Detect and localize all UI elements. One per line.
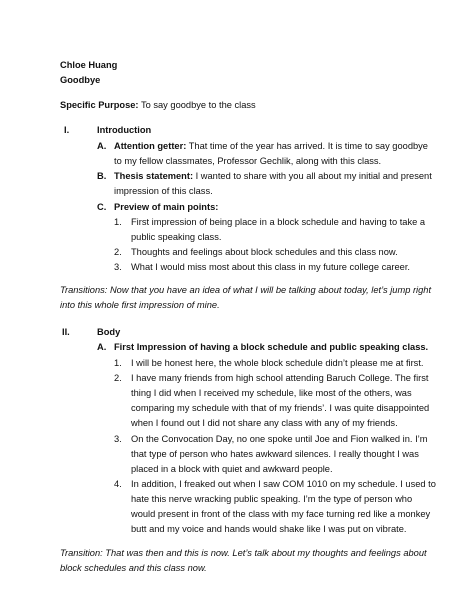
intro-b-letter: B. <box>97 171 107 181</box>
body-item-2-line1: I have many friends from high school attending Baruch College. The first <box>131 373 429 383</box>
transition-2-line2: block schedules and this class now. <box>60 563 207 573</box>
preview-point-1-line1: First impression of being place in a block schedule and having to take a <box>131 217 426 227</box>
attention-getter-line1: That time of the year has arrived. It is time to say goodbye <box>186 141 428 151</box>
body-item-3-line1: On the Convocation Day, no one spoke until Joe and Fion walked in. I’m <box>131 434 428 444</box>
intro-numeral: I. <box>64 125 70 135</box>
author-name: Chloe Huang <box>60 60 118 70</box>
preview-point-3-line1: What I would miss most about this class in my future college career. <box>131 262 411 272</box>
body-item-4-line3: would present in front of the class with my face turning red like a monkey <box>131 509 431 519</box>
preview-point-1-line2: public speaking class. <box>131 232 222 242</box>
body-item-2-line4: when I found out I did not share any class with any of my friends. <box>131 418 398 428</box>
attention-getter-label: Attention getter: <box>114 141 187 151</box>
thesis-statement-line2: impression of this class. <box>114 186 213 196</box>
preview-point-2-line1: Thoughts and feelings about block schedules and this class now. <box>131 247 398 257</box>
preview-point-3-num: 3. <box>114 262 122 272</box>
body-heading: Body <box>97 327 121 337</box>
thesis-statement-line1: I wanted to share with you all about my initial and present <box>193 171 432 181</box>
specific-purpose <box>60 98 256 113</box>
body-numeral: II. <box>62 327 70 337</box>
body-a-heading: First Impression of having a block schedule and public speaking class. <box>114 342 429 352</box>
specific-purpose-text: To say goodbye to the class <box>138 100 256 110</box>
intro-c-letter: C. <box>97 202 107 212</box>
speech-title: Goodbye <box>60 75 101 85</box>
attention-getter-line2: to my fellow classmates, Professor Gechlik, along with this class. <box>114 156 382 166</box>
thesis-statement-label: Thesis statement: <box>114 171 194 181</box>
transition-1-line1: Transitions: Now that you have an idea of what I will be talking about today, let’s jump right <box>60 285 432 295</box>
transition-1-line2: into this whole first impression of mine. <box>60 300 220 310</box>
specific-purpose-label: Specific Purpose: <box>60 100 139 110</box>
body-a-letter: A. <box>97 342 107 352</box>
body-item-1-line1: I will be honest here, the whole block schedule didn’t please me at first. <box>131 358 424 368</box>
preview-point-1-num: 1. <box>114 217 122 227</box>
intro-heading: Introduction <box>97 125 152 135</box>
body-item-2-line2: thing I did when I received my schedule, like most of the others, was <box>131 388 412 398</box>
body-item-2-line3: comparing my schedule with that of my friends’. I was quite disappointed <box>131 403 430 413</box>
body-item-4-line1: In addition, I freaked out when I saw COM 1010 on my schedule. I used to <box>131 479 436 489</box>
body-item-3-line3: placed in a block with quiet and awkward people. <box>131 464 333 474</box>
preview-label: Preview of main points: <box>114 202 219 212</box>
attention-getter <box>114 139 428 154</box>
body-item-3-line2: that type of person who hates awkward silences. I really thought I was <box>131 449 419 459</box>
thesis-statement <box>114 169 432 184</box>
body-item-1-num: 1. <box>114 358 122 368</box>
body-item-2-num: 2. <box>114 373 122 383</box>
body-item-4-num: 4. <box>114 479 122 489</box>
preview-point-2-num: 2. <box>114 247 122 257</box>
body-item-3-num: 3. <box>114 434 122 444</box>
body-item-4-line4: butt and my voice and hands would shake like I was put on vibrate. <box>131 524 407 534</box>
intro-a-letter: A. <box>97 141 107 151</box>
transition-2-line1: Transition: That was then and this is now. Let’s talk about my thoughts and feelings about <box>60 548 427 558</box>
body-item-4-line2: hate this nerve wracking public speaking. I’m the type of person who <box>131 494 413 504</box>
